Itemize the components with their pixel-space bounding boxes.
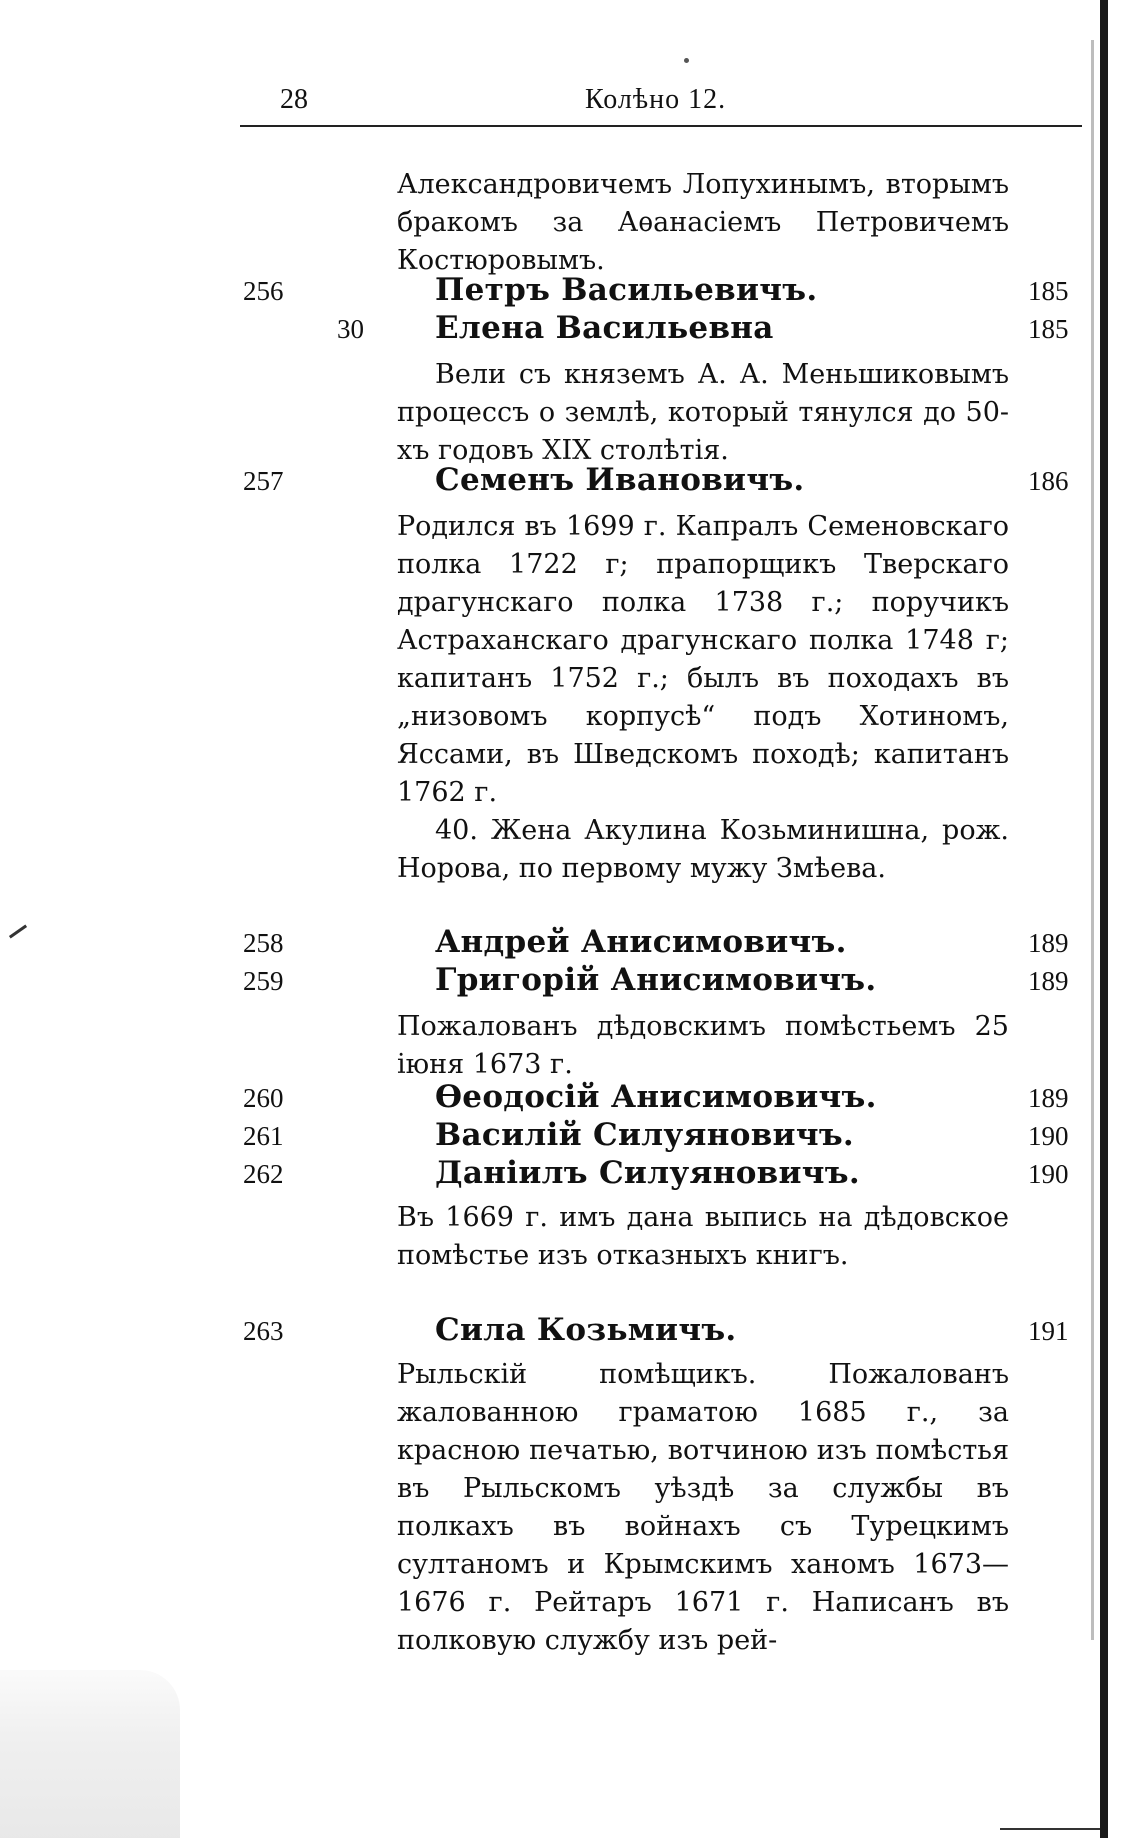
entry-ref: 189 [1028,1083,1069,1113]
entry-name: Григорій Анисимовичъ. [435,962,877,998]
page-number: 28 [280,84,308,115]
entry-number: 256 [243,276,284,306]
entry-name: Семенъ Ивановичъ. [435,462,805,498]
entry-subnumber: 30 [337,314,364,344]
entry-number: 259 [243,966,284,996]
entry-name: Петръ Васильевичъ. [435,272,818,308]
entry-ref: 189 [1028,966,1069,996]
entry-name: Андрей Анисимовичъ. [435,924,847,960]
paragraph: 40. Жена Акулина Козьминишна, рож. Норова, по первому мужу Змѣева. [397,815,1009,884]
entry-name: Даніилъ Силуяновичъ. [435,1155,860,1191]
entry-name: Василій Силуяновичъ. [435,1117,855,1153]
entry-ref: 190 [1028,1121,1069,1151]
text-block [397,1008,1009,1084]
bottom-rule [1000,1828,1100,1830]
margin-mark [9,925,27,939]
text-block [397,508,1009,812]
paragraph: Родился въ 1699 г. Капралъ Семеновскаго полка 1722 г; прапорщикъ Тверскаго драгунскаго полка 1738 г.; поручикъ Астраханскаго драгунскаго полка 1748 г; капитанъ 1752 г.; былъ въ походахъ въ „низовомъ корпусѣ“ подъ Хотиномъ, Яссами, въ Шведскомъ походѣ; капитанъ 1762 г. [397,511,1009,808]
header-rule [240,125,1082,127]
scan-speck [684,58,689,63]
text-block [397,812,1009,888]
entry-number: 263 [243,1316,284,1346]
entry-ref: 186 [1028,466,1069,496]
paragraph: Въ 1669 г. имъ дана выпись на дѣдовское помѣстье изъ отказныхъ книгъ. [397,1202,1009,1271]
paragraph: Пожалованъ дѣдовскимъ помѣстьемъ 25 іюня 1673 г. [397,1011,1009,1080]
corner-shadow [0,1670,180,1838]
entry-ref: 189 [1028,928,1069,958]
entry-ref: 185 [1028,314,1069,344]
entry-number: 258 [243,928,284,958]
text-block [397,1199,1009,1275]
entry-name: Елена Васильевна [435,310,774,346]
entry-name: Сила Козьмичъ. [435,1312,737,1348]
scan-edge-shadow [1100,0,1108,1838]
entry-number: 260 [243,1083,284,1113]
entry-ref: 191 [1028,1316,1069,1346]
scan-edge-line [1091,40,1094,1640]
entry-number: 262 [243,1159,284,1189]
text-block [397,166,1009,280]
entry-ref: 185 [1028,276,1069,306]
text-block [397,356,1009,470]
entry-number: 257 [243,466,284,496]
paragraph: Александровичемъ Лопухинымъ, вторымъ бракомъ за Аѳанасіемъ Петровичемъ Костюровымъ. [397,169,1009,276]
running-title: Колѣно 12. [585,84,727,115]
entry-number: 261 [243,1121,284,1151]
paragraph: Вели съ княземъ А. А. Меньшиковымъ процессъ о землѣ, который тянулся до 50-хъ годовъ XIX столѣтія. [397,359,1009,466]
text-block [397,1356,1009,1660]
entry-name: Ѳеодосій Анисимовичъ. [435,1079,877,1115]
paragraph: Рыльскій помѣщикъ. Пожалованъ жалованною граматою 1685 г., за красною печатью, вотчиною изъ помѣстья въ Рыльскомъ уѣздѣ за службы въ полкахъ въ войнахъ съ Турецкимъ султаномъ и Крымскимъ ханомъ 1673—1676 г. Рейтаръ 1671 г. Написанъ въ полковую службу изъ рей- [397,1359,1009,1656]
entry-ref: 190 [1028,1159,1069,1189]
